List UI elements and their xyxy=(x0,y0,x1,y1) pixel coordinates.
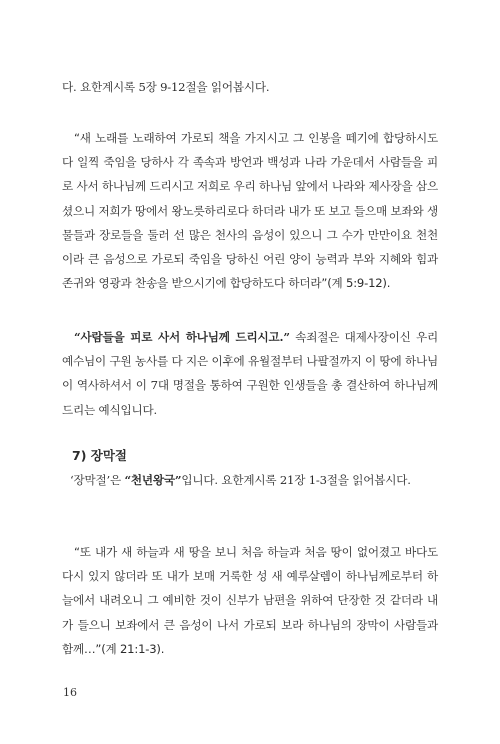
page-number: 16 xyxy=(63,686,77,699)
quote-revelation-21-text: “또 내가 새 하늘과 새 땅을 보니 처음 하늘과 처음 땅이 없어졌고 바다도 다시 있지 않더라 또 내가 보매 거룩한 성 새 예루살렘이 하나님께로부터 하늘에서 내려오니 그 예비한 것이 신부가 남편을 위하여 단장한 것 같더라 내가 들으니 보좌에서 큰 음성이 나서 가로되 보라 하나님의 장막이 사람들과 함께…”(계 21:1-3). xyxy=(62,545,438,656)
paragraph-atonement-explanation xyxy=(62,325,438,422)
atonement-explanation-text: 속죄절은 대제사장이신 우리 예수님이 구원 농사를 다 지은 이후에 유월절부터 나팔절까지 이 땅에 하나님이 역사하셔서 이 7대 명절을 통하여 구원한 인생들을 총 결산하여 하나님께 드리는 예식입니다. xyxy=(62,330,439,417)
section-heading-tabernacles: 7) 장막절 xyxy=(72,448,127,463)
paragraph-quote-revelation-5 xyxy=(62,126,438,295)
tabernacles-intro-after: 입니다. 요한계시록 21장 1-3절을 읽어봅시다. xyxy=(181,473,411,487)
paragraph-quote-revelation-21 xyxy=(62,540,438,661)
paragraph-tabernacles-intro xyxy=(62,468,438,492)
tabernacles-intro-before: ‘장막절’은 xyxy=(70,473,125,487)
emphasis-millennium: “천년왕국” xyxy=(124,473,182,487)
quote-revelation-5-text: “새 노래를 노래하여 가로되 책을 가지시고 그 인봉을 떼기에 합당하시도다 일찍 죽임을 당하사 각 족속과 방언과 백성과 나라 가운데서 사람들을 피로 사서 하나님께 드리시고 저희로 우리 하나님 앞에서 나라와 제사장을 삼으셨으니 저희가 땅에서 왕노릇하리로다 하더라 내가 또 보고 들으매 보좌와 생물들과 장로들을 둘러 선 많은 천사의 음성이 있으니 그 수가 만만이요 천천이라 큰 음성으로 가로되 죽임을 당하신 어린 양이 능력과 부와 지혜와 힘과 존귀와 영광과 찬송을 받으시기에 합당하도다 하더라”(계 5:9-12). xyxy=(62,131,438,291)
emphasis-quote: “사람들을 피로 사서 하나님께 드리시고.” xyxy=(74,330,290,344)
paragraph-intro-text: 다. 요한계시록 5장 9-12절을 읽어봅시다. xyxy=(62,80,270,94)
paragraph-intro-revelation-5 xyxy=(62,75,438,99)
